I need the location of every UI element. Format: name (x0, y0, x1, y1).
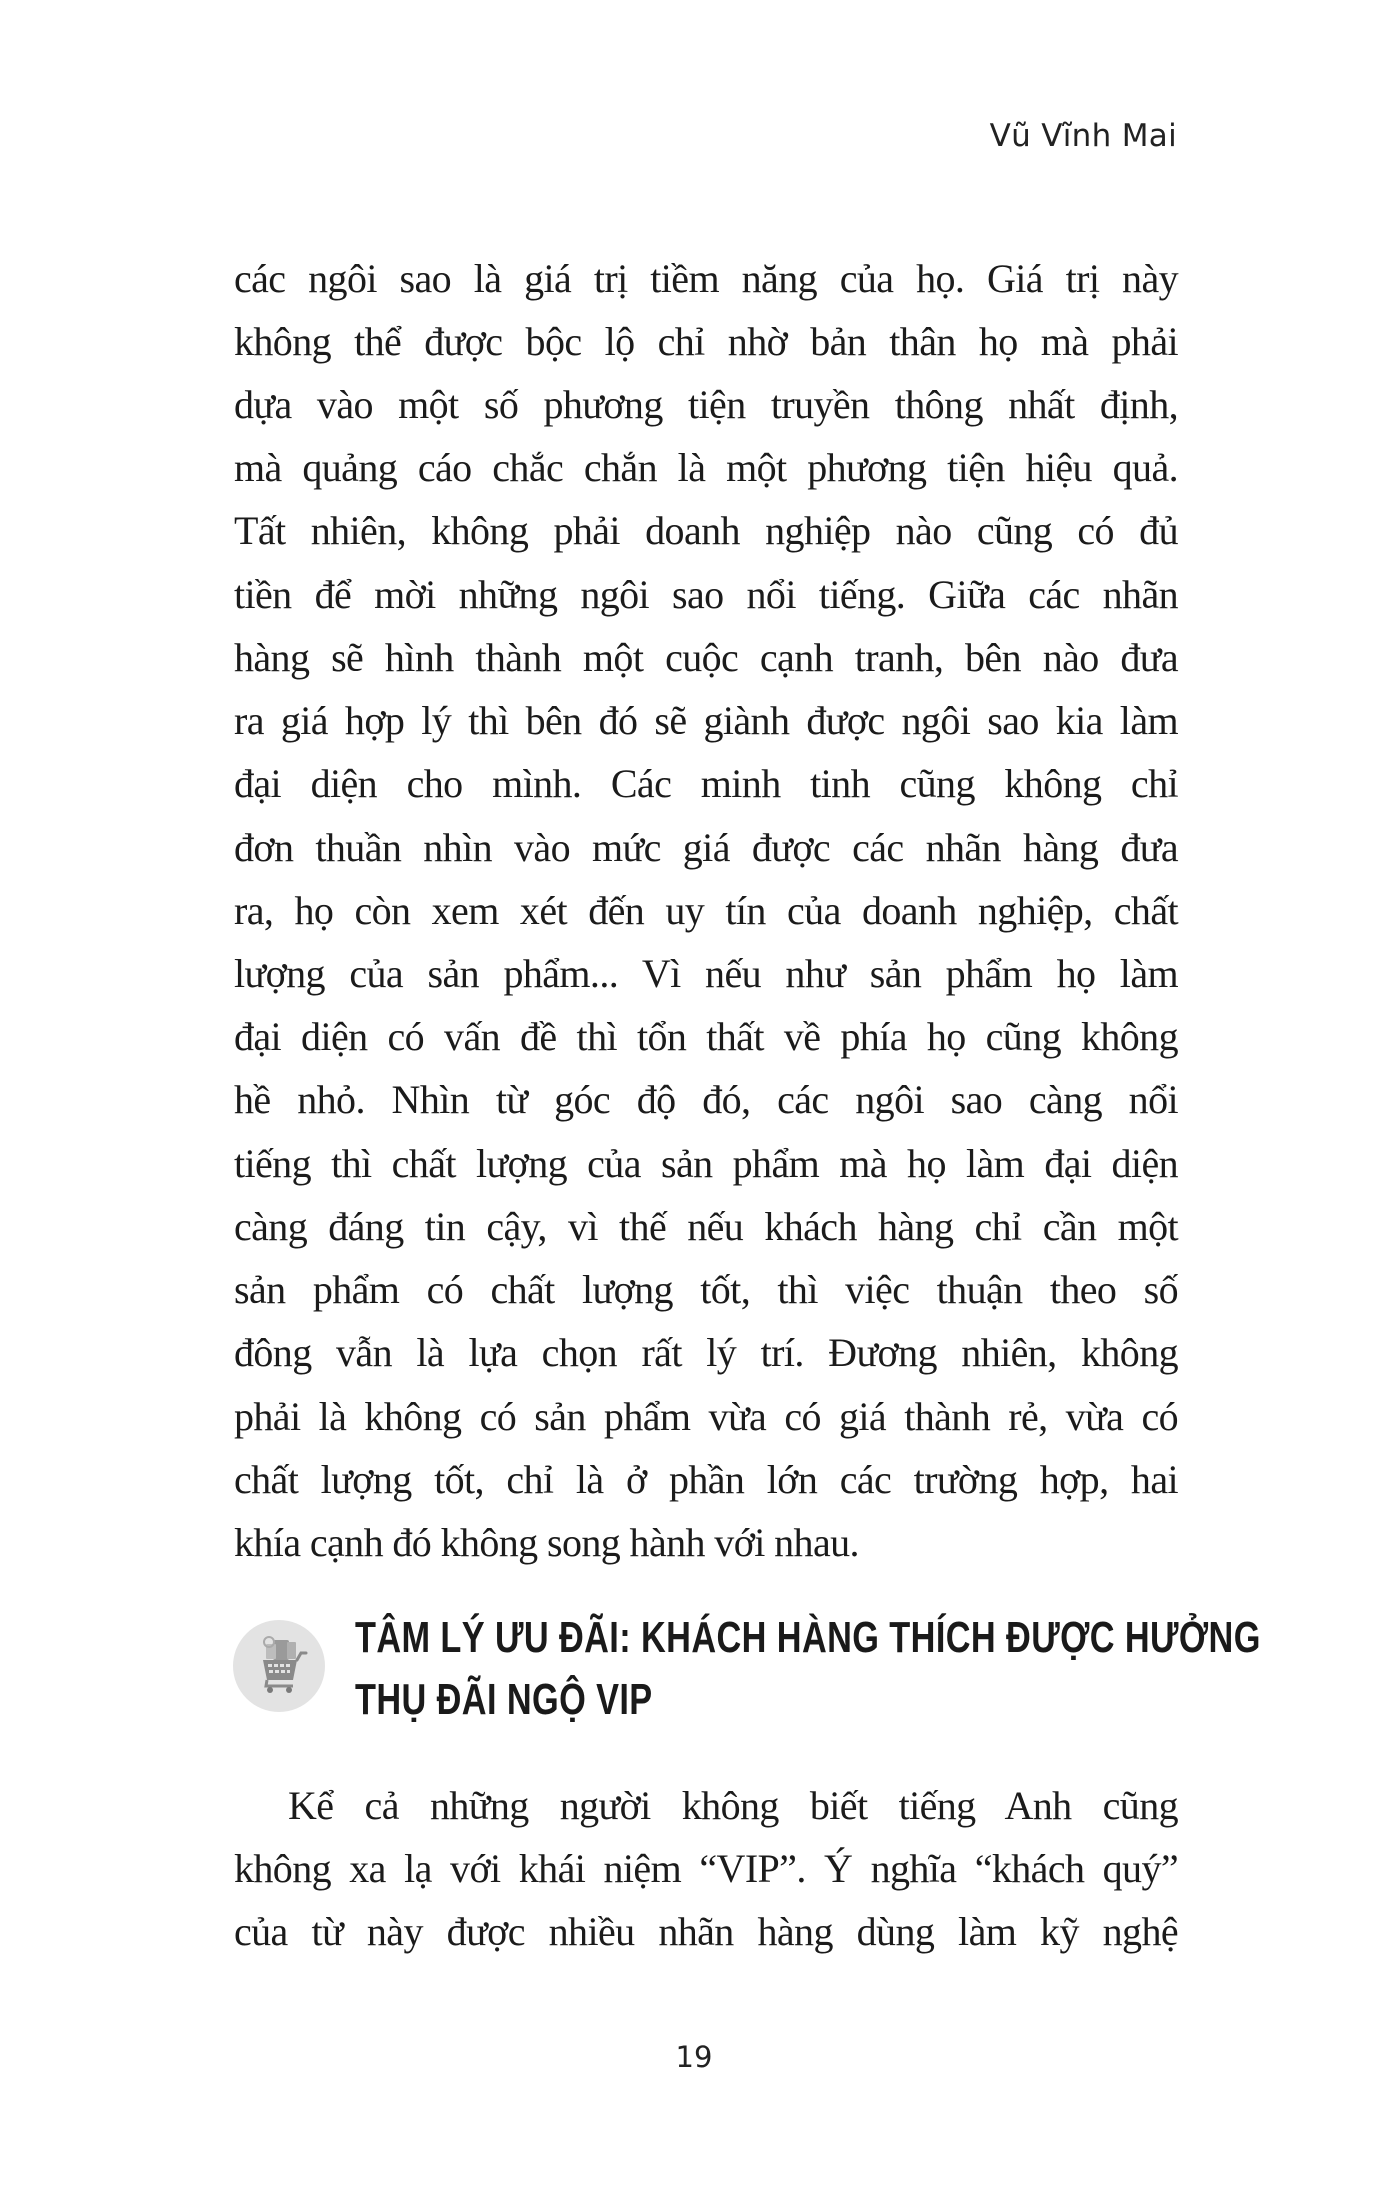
text-line: đại diện cho mình. Các minh tinh cũng không chỉ (234, 761, 1178, 806)
text-line: đại diện có vấn đề thì tổn thất về phía họ cũng không (234, 1014, 1178, 1059)
text-line: Tất nhiên, không phải doanh nghiệp nào cũng có đủ (234, 508, 1178, 553)
text-line: chất lượng tốt, chỉ là ở phần lớn các trường hợp, hai (234, 1457, 1178, 1502)
text-line: tiếng thì chất lượng của sản phẩm mà họ làm đại diện (234, 1141, 1178, 1186)
text-line: mà quảng cáo chắc chắn là một phương tiện hiệu quả. (234, 445, 1178, 490)
text-line: phải là không có sản phẩm vừa có giá thành rẻ, vừa có (234, 1394, 1178, 1439)
text-line: hề nhỏ. Nhìn từ góc độ đó, các ngôi sao càng nổi (234, 1077, 1178, 1122)
running-head-author: Vũ Vĩnh Mai (989, 118, 1177, 154)
section-heading (233, 1613, 1261, 1760)
text-line: lượng của sản phẩm... Vì nếu như sản phẩm họ làm (234, 951, 1178, 996)
section-heading-line-2: THỤ ĐÃI NGỘ VIP (355, 1675, 653, 1724)
text-line: của từ này được nhiều nhãn hàng dùng làm kỹ nghệ (234, 1909, 1178, 1954)
text-line: khía cạnh đó không song hành với nhau. (234, 1520, 859, 1565)
text-line: dựa vào một số phương tiện truyền thông nhất định, (234, 382, 1178, 427)
shopping-cart-icon (233, 1620, 325, 1712)
text-line: càng đáng tin cậy, vì thế nếu khách hàng chỉ cần một (234, 1204, 1178, 1249)
text-line: tiền để mời những ngôi sao nổi tiếng. Giữa các nhãn (234, 572, 1178, 617)
text-line: không xa lạ với khái niệm “VIP”. Ý nghĩa “khách quý” (234, 1846, 1178, 1891)
text-line: đông vẫn là lựa chọn rất lý trí. Đương nhiên, không (234, 1330, 1178, 1375)
section-heading-line-1: TÂM LÝ ƯU ĐÃI: KHÁCH HÀNG THÍCH ĐƯỢC HƯỞNG (355, 1613, 1261, 1662)
text-line: ra, họ còn xem xét đến uy tín của doanh nghiệp, chất (234, 888, 1178, 933)
text-line: sản phẩm có chất lượng tốt, thì việc thuận theo số (234, 1267, 1178, 1312)
text-line: hàng sẽ hình thành một cuộc cạnh tranh, bên nào đưa (234, 635, 1178, 680)
text-line: Kể cả những người không biết tiếng Anh cũng (288, 1783, 1178, 1828)
text-line: đơn thuần nhìn vào mức giá được các nhãn hàng đưa (234, 825, 1178, 870)
text-line: không thể được bộc lộ chỉ nhờ bản thân họ mà phải (234, 319, 1178, 364)
text-line: các ngôi sao là giá trị tiềm năng của họ. Giá trị này (234, 256, 1178, 301)
text-line: ra giá hợp lý thì bên đó sẽ giành được ngôi sao kia làm (234, 698, 1178, 743)
page-number: 19 (675, 2040, 713, 2074)
